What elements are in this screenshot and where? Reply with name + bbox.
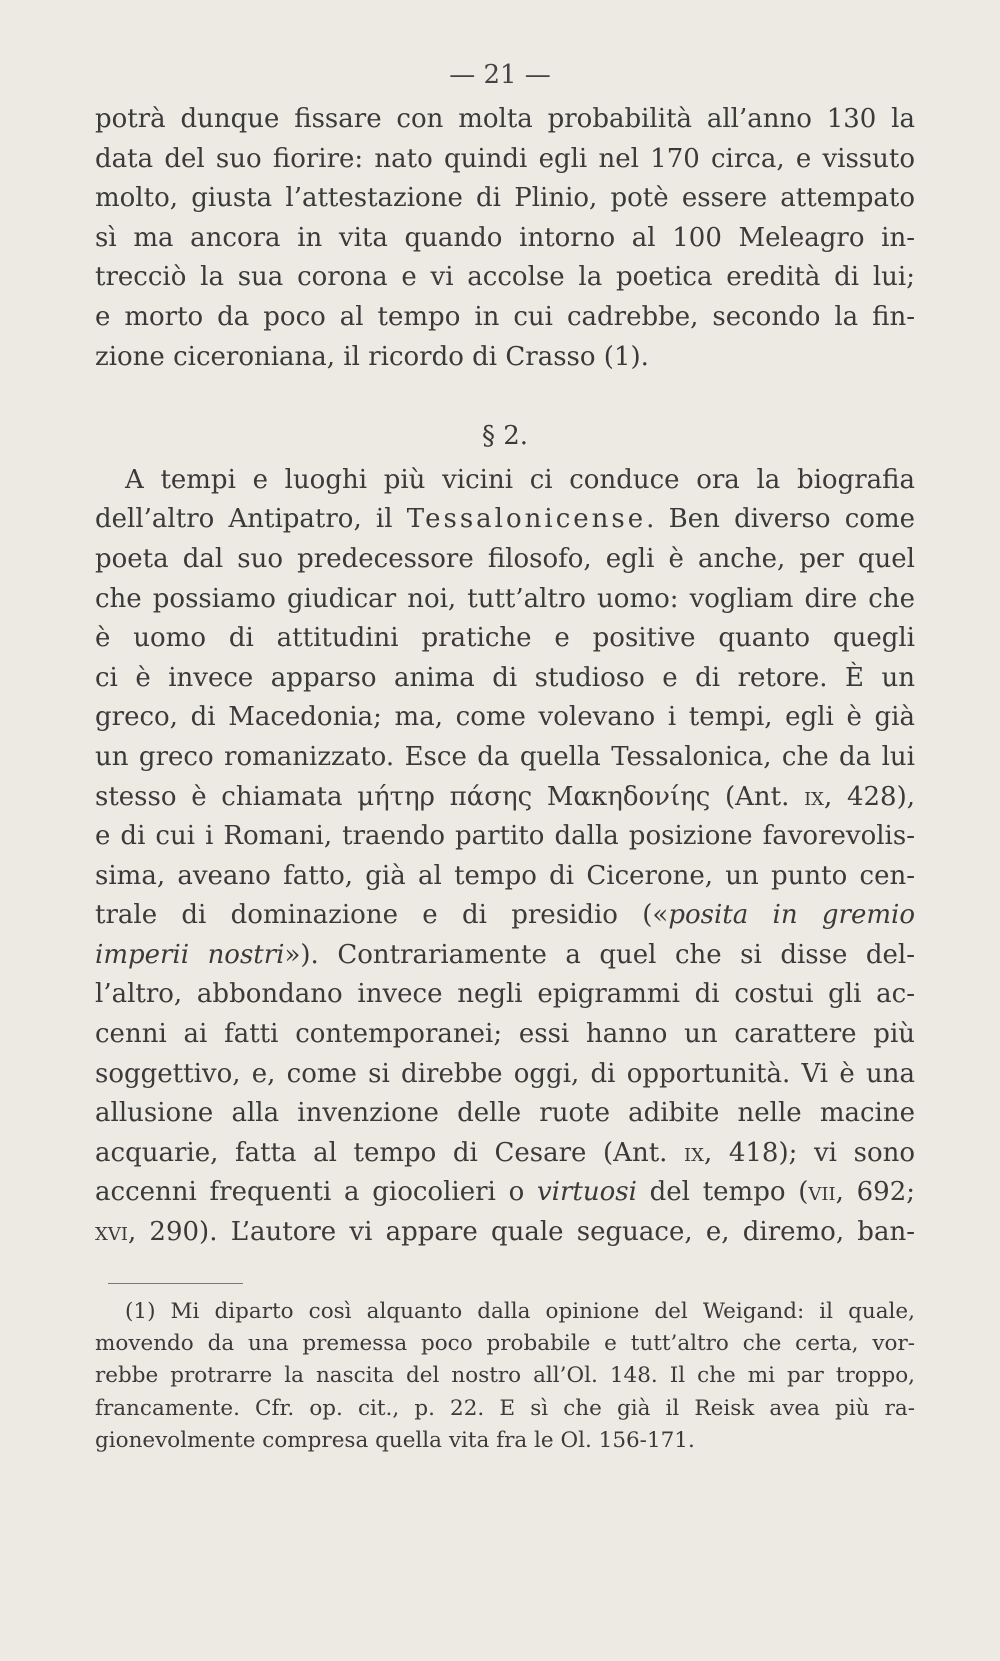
text-line xyxy=(95,896,915,936)
page-number: — 21 — xyxy=(449,60,551,90)
paragraph-2 xyxy=(95,461,915,1253)
text-segment: , 428), xyxy=(824,781,915,812)
text-line: cenni ai fatti contemporanei; essi hanno un carattere più xyxy=(95,1019,915,1050)
text-line: sima, aveano fatto, già al tempo di Cicerone, un punto cen- xyxy=(95,860,915,891)
text-segment: »). Contrariamente a quel che si disse del- xyxy=(284,939,915,970)
latin-quote: imperii nostri xyxy=(95,939,285,970)
text-segment: del tempo ( xyxy=(636,1177,809,1208)
text-line: l’altro, abbondano invece negli epigrammi di costui gli ac- xyxy=(95,979,915,1010)
text-line: un greco romanizzato. Esce da quella Tessalonica, che da lui xyxy=(95,741,915,772)
text-line: A tempi e luoghi più vicini ci conduce ora la biografia xyxy=(125,464,915,495)
text-line xyxy=(95,500,915,540)
italic-word: virtuosi xyxy=(536,1177,637,1208)
text-line: data del suo fiorire: nato quindi egli nel 170 circa, e vissuto xyxy=(95,143,915,174)
text-line: trecciò la sua corona e vi accolse la poetica eredità di lui; xyxy=(95,262,915,293)
footnote-line: gionevolmente compresa quella vita fra le Ol. 156-171. xyxy=(95,1427,695,1453)
text-line xyxy=(95,778,915,818)
text-line: soggettivo, e, come si direbbe oggi, di opportunità. Vi è una xyxy=(95,1058,915,1089)
text-segment: (Ant. xyxy=(710,781,805,812)
text-line: sì ma ancora in vita quando intorno al 100 Meleagro in- xyxy=(95,222,915,253)
footnote-divider xyxy=(108,1283,243,1284)
text-line: è uomo di attitudini pratiche e positive quanto quegli xyxy=(95,623,915,654)
roman-numeral: vii xyxy=(808,1177,836,1208)
text-segment: acquarie, fatta al tempo di Cesare (Ant. xyxy=(95,1137,685,1168)
text-line: zione ciceroniana, il ricordo di Crasso (1). xyxy=(95,341,649,372)
section-heading: § 2. xyxy=(481,421,529,452)
text-line: e di cui i Romani, traendo partito dalla posizione favorevolis- xyxy=(95,821,915,852)
text-line: che possiamo giudicar noi, tutt’altro uomo: vogliam dire che xyxy=(95,583,915,614)
text-line xyxy=(95,1134,915,1174)
text-line xyxy=(95,1173,915,1213)
footnote-line: (1) Mi diparto così alquanto dalla opinione del Weigand: il quale, xyxy=(125,1299,915,1324)
footnotes xyxy=(95,1296,915,1457)
text-line: poeta dal suo predecessore filosofo, egli è anche, per quel xyxy=(95,543,915,574)
text-segment: dell’altro Antipatro, il xyxy=(95,504,407,535)
text-segment: , 692; xyxy=(835,1177,915,1208)
main-text xyxy=(95,100,915,1253)
text-line: e morto da poco al tempo in cui cadrebbe, secondo la fin- xyxy=(95,301,915,332)
footnote-line: francamente. Cfr. op. cit., p. 22. E sì che già il Reisk avea più ra- xyxy=(95,1395,915,1421)
roman-numeral: ix xyxy=(684,1137,704,1168)
text-segment: stesso è chiamata xyxy=(95,781,358,812)
text-line: greco, di Macedonia; ma, come volevano i tempi, egli è già xyxy=(95,702,915,733)
latin-quote: posita in gremio xyxy=(668,900,915,931)
text-segment: , 418); vi sono xyxy=(703,1137,915,1168)
text-segment: . Ben diverso come xyxy=(646,504,915,535)
footnote-line: movendo da una premessa poco probabile e tutt’altro che certa, vor- xyxy=(95,1331,915,1357)
text-segment: , 290). L’autore vi appare quale seguace, e, diremo, ban- xyxy=(127,1217,915,1248)
roman-numeral: ix xyxy=(804,781,824,812)
greek-quote: μήτηρ πάσης Μακηδονίης xyxy=(357,781,711,812)
text-segment: trale di dominazione e di presidio (« xyxy=(95,900,669,931)
text-line xyxy=(95,1213,915,1253)
spaced-name: Tessalonicense xyxy=(406,504,647,535)
text-line: ci è invece apparso anima di studioso e di retore. È un xyxy=(95,662,915,693)
text-line: molto, giusta l’attestazione di Plinio, potè essere attempato xyxy=(95,183,915,214)
text-line xyxy=(95,936,915,976)
paragraph-1 xyxy=(95,100,915,377)
text-line: potrà dunque fissare con molta probabilità all’anno 130 la xyxy=(95,104,915,134)
footnote-line: rebbe protrarre la nascita del nostro all’Ol. 148. Il che mi par troppo, xyxy=(95,1363,915,1389)
text-segment: accenni frequenti a giocolieri o xyxy=(95,1177,537,1208)
roman-numeral: xvi xyxy=(95,1217,128,1248)
text-line: allusione alla invenzione delle ruote adibite nelle macine xyxy=(95,1098,915,1129)
